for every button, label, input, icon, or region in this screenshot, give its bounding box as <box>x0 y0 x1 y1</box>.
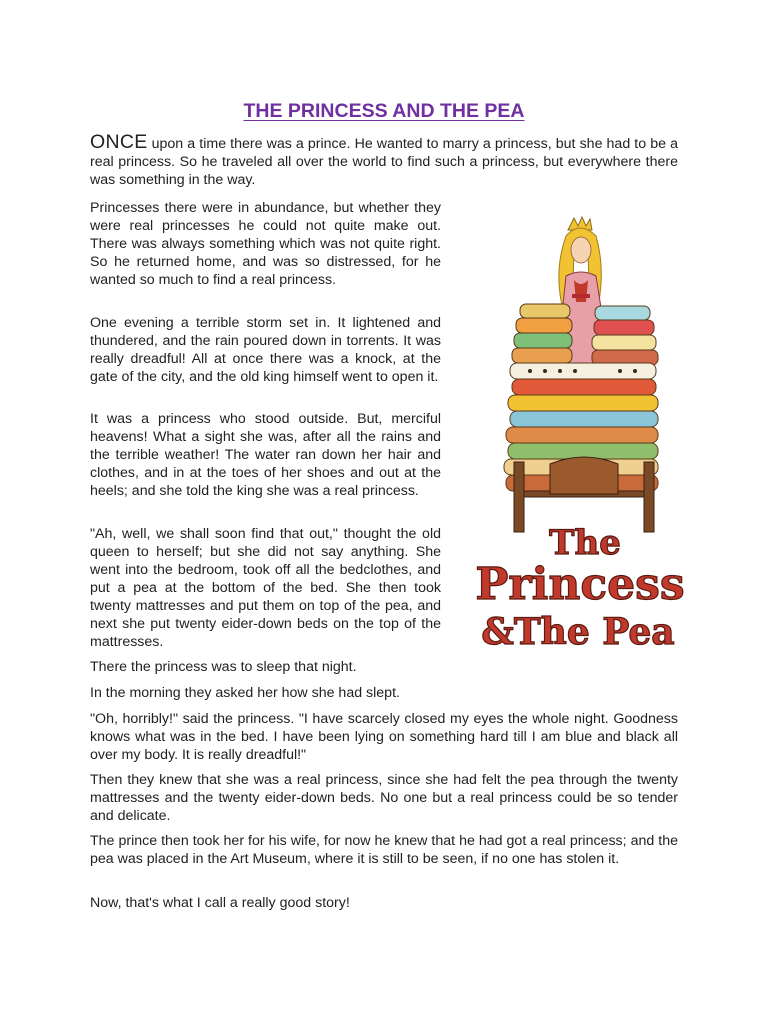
intro-first-word: ONCE <box>90 131 148 153</box>
story-logo <box>475 523 684 653</box>
paragraph-8: Then they knew that she was a real princess, since she had felt the pea through the twenty mattresses and the twenty eider-down beds. No one but a real princess could be so tender and delicate. <box>90 772 678 824</box>
logo-line-1: The <box>549 523 621 563</box>
intro-paragraph <box>90 133 678 189</box>
paragraph-3: It was a princess who stood outside. But, merciful heavens! What a sight she was, after all the rains and the terrible weather! The water ran down her hair and clothes, and in at the toes of her shoes and out at the heels; and she told the king she was a real princess. <box>90 411 441 499</box>
paragraph-5: There the princess was to sleep that night. <box>90 659 357 675</box>
paragraph-10: Now, that's what I call a really good story! <box>90 895 350 911</box>
paragraph-1: Princesses there were in abundance, but whether they were real princesses he could not quite make out. There was always something which was not quite right. So he returned home, and was so distressed, for he wanted so much to find a real princess. <box>90 200 441 288</box>
logo-line-2: Princess <box>475 559 685 610</box>
paragraph-2: One evening a terrible storm set in. It lightened and thundered, and the rain poured down in torrents. It was really dreadful! All at once there was a knock, at the gate of the city, and the old king himself went to open it. <box>90 315 441 385</box>
paragraph-9: The prince then took her for his wife, for now he knew that he had got a real princess; and the pea was placed in the Art Museum, where it is still to be seen, if no one has stolen it. <box>90 833 678 867</box>
paragraph-4: "Ah, well, we shall soon find that out," thought the old queen to herself; but she did not say anything. She went into the bedroom, took off all the bedclothes, and put a pea at the bottom of the bed. She then took twenty mattresses and put them on top of the pea, and next she put twenty eider-down beds on the top of the mattresses. <box>90 526 441 650</box>
paragraph-6: In the morning they asked her how she had slept. <box>90 685 400 701</box>
intro-text: upon a time there was a prince. He wanted to marry a princess, but she had to be a real princess. So he traveled all over the world to find such a princess, but everywhere there was something in the way. <box>90 136 678 188</box>
logo-line-3: &The Pea <box>481 611 675 653</box>
story-title: THE PRINCESS AND THE PEA <box>243 100 525 122</box>
paragraph-7: "Oh, horribly!" said the princess. "I have scarcely closed my eyes the whole night. Goodness knows what was in the bed. I have been lying on something hard till I am blue and black all over my body. It is really dreadful!" <box>90 711 678 763</box>
princess-on-mattresses-image <box>470 214 690 666</box>
princess-illustration <box>470 214 690 666</box>
